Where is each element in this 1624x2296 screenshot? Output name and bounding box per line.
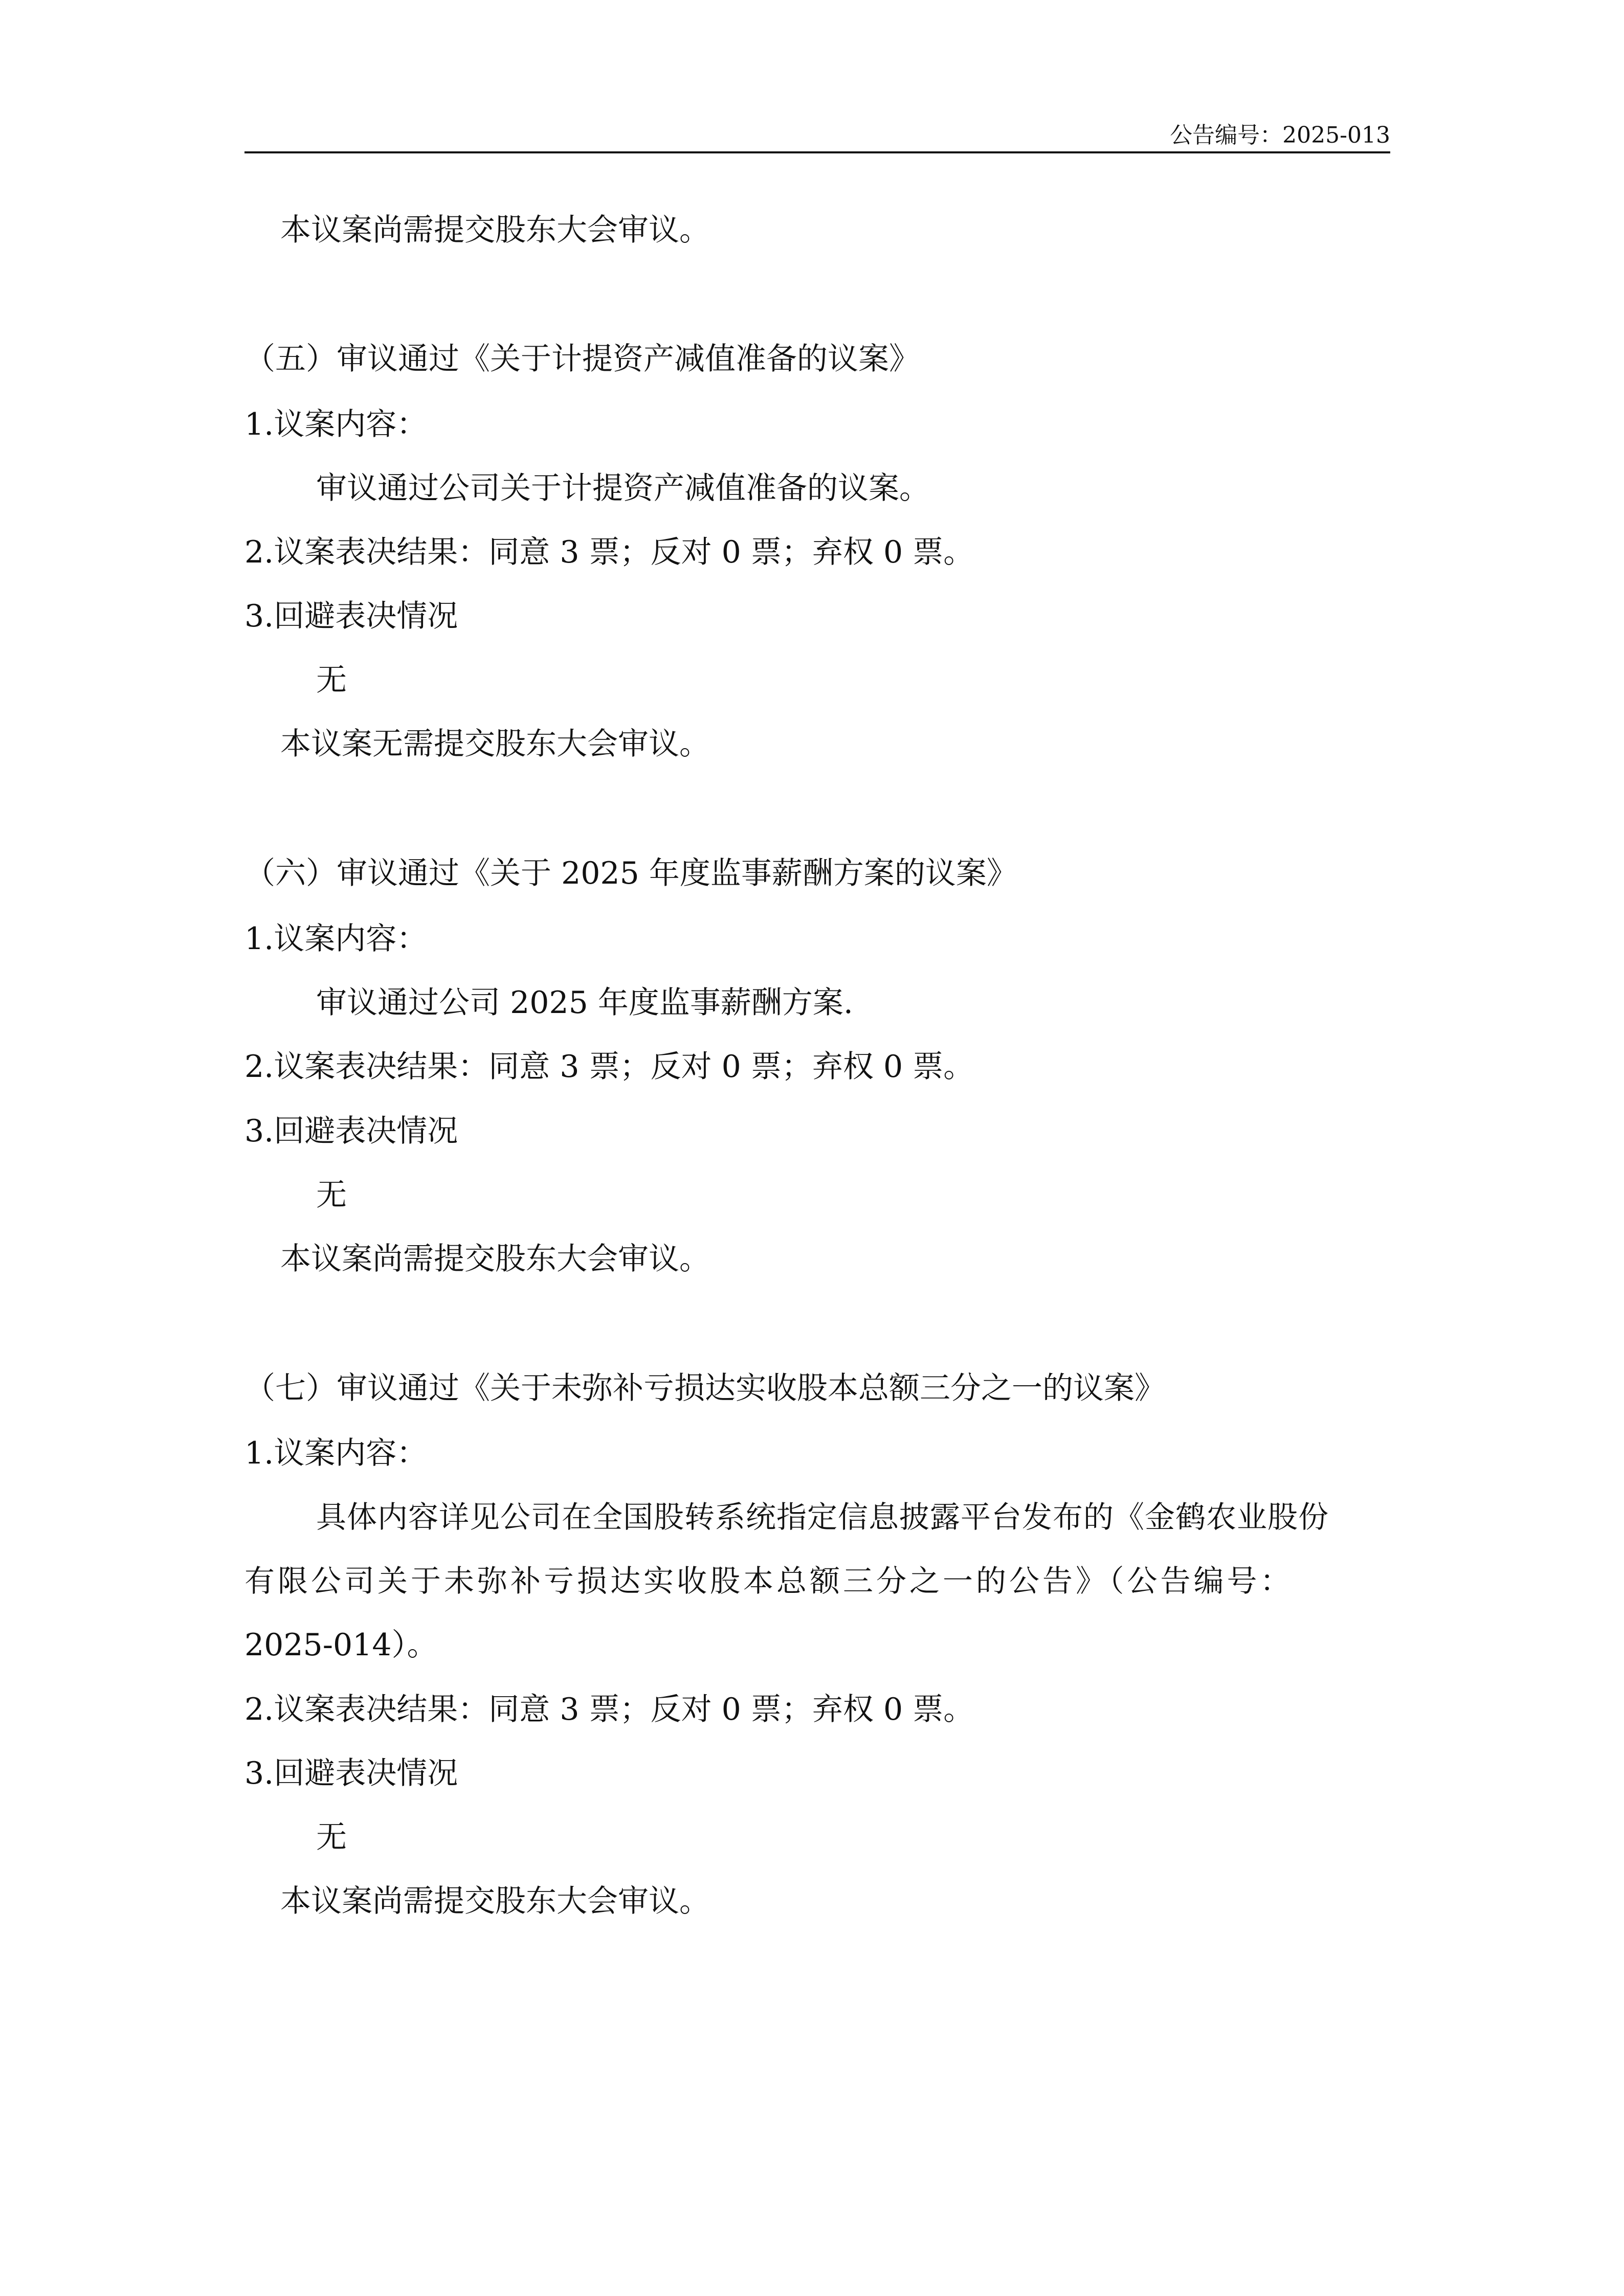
content-text-line: 具体内容详见公司在全国股转系统指定信息披露平台发布的《金鹤农业股份: [316, 1499, 1329, 1535]
content-text: 审议通过公司 2025 年度监事薪酬方案.: [316, 985, 853, 1021]
submit-note: 本议案无需提交股东大会审议。: [280, 726, 710, 762]
content-text-line: 有限公司关于未弥补亏损达实收股本总额三分之一的公告》（公告编号：: [244, 1563, 1294, 1599]
vote-result: 2.议案表决结果：同意 3 票；反对 0 票；弃权 0 票。: [244, 1692, 974, 1727]
content-text: 审议通过公司关于计提资产减值准备的议案。: [316, 470, 930, 506]
submit-note: 本议案尚需提交股东大会审议。: [280, 212, 710, 248]
content-label: 1.议案内容：: [244, 407, 428, 442]
announcement-number: 公告编号：2025-013: [1170, 122, 1390, 148]
content-label: 1.议案内容：: [244, 1435, 428, 1471]
vote-result: 2.议案表决结果：同意 3 票；反对 0 票；弃权 0 票。: [244, 1049, 974, 1085]
page-header: [244, 114, 1390, 153]
vote-result: 2.议案表决结果：同意 3 票；反对 0 票；弃权 0 票。: [244, 534, 974, 570]
section-title-7: （七）审议通过《关于未弥补亏损达实收股本总额三分之一的议案》: [244, 1370, 1165, 1406]
recusal-label: 3.回避表决情况: [244, 1113, 458, 1149]
recusal-label: 3.回避表决情况: [244, 598, 458, 634]
content-label: 1.议案内容：: [244, 921, 428, 957]
recusal-label: 3.回避表决情况: [244, 1755, 458, 1791]
submit-note: 本议案尚需提交股东大会审议。: [280, 1883, 710, 1919]
recusal-value: 无: [316, 662, 347, 698]
recusal-value: 无: [316, 1819, 347, 1855]
section-title-6: （六）审议通过《关于 2025 年度监事薪酬方案的议案》: [244, 856, 1017, 891]
content-text-line: 2025-014）。: [244, 1627, 438, 1663]
section-title-5: （五）审议通过《关于计提资产减值准备的议案》: [244, 341, 920, 377]
recusal-value: 无: [316, 1177, 347, 1213]
submit-note: 本议案尚需提交股东大会审议。: [280, 1241, 710, 1277]
